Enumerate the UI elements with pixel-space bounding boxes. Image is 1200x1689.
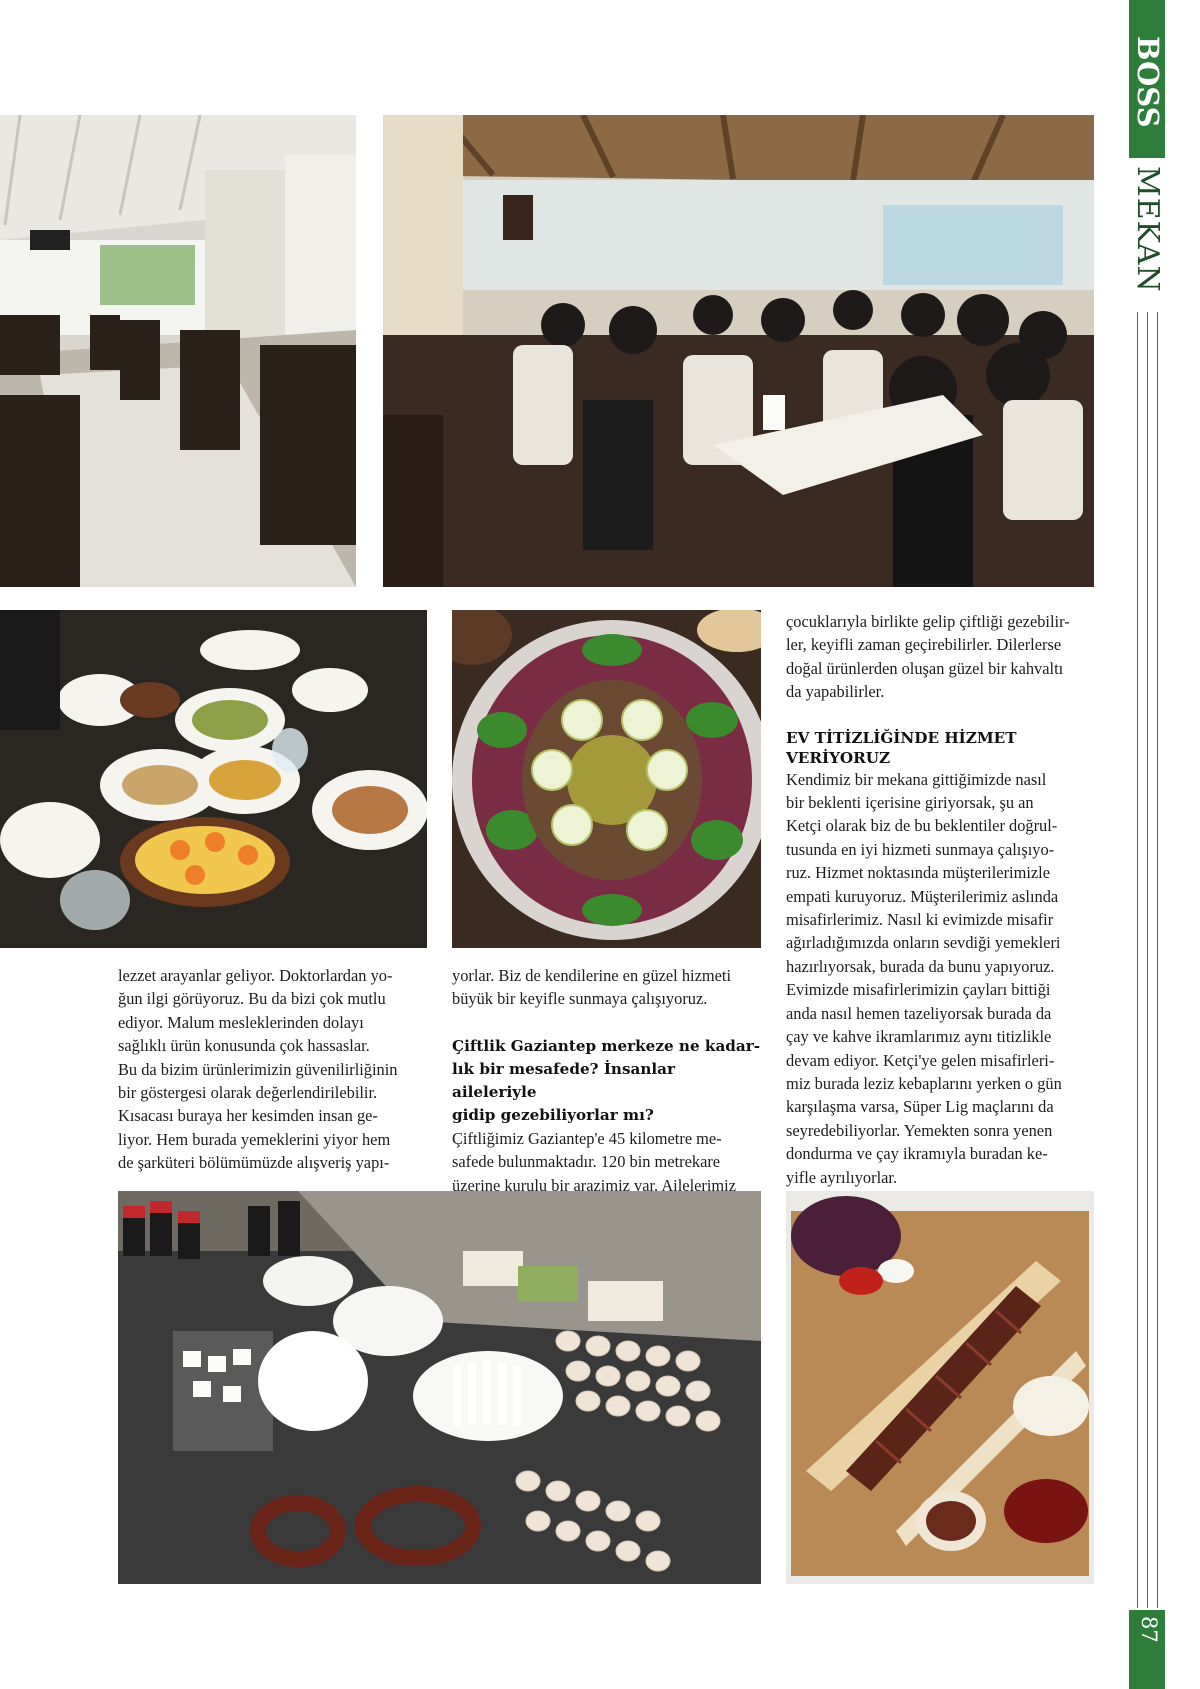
middle-answer-line-3: üzerine kurulu bir arazimiz var. Ailelerimiz — [452, 1175, 736, 1195]
photo-dining-crowd — [383, 115, 1094, 587]
section-label: BOSS — [1131, 36, 1165, 128]
right-body-line-10: Evimizde misafirlerimizin çayları bittiği — [786, 980, 1051, 1000]
photo-breakfast-table — [0, 610, 427, 948]
page-number-tab — [1129, 1610, 1165, 1689]
right-intro-line-4: da yapabilirler. — [786, 682, 885, 702]
right-body-line-5: ruz. Hizmet noktasında müşterilerimizle — [786, 863, 1050, 883]
question-heading-line-3: gidip gezebiliyorlar mı? — [452, 1105, 654, 1124]
right-intro-line-3: doğal ürünlerden oluşan güzel bir kahvaltı — [786, 658, 1064, 678]
right-body-line-1: Kendimiz bir mekana gittiğimizde nasıl — [786, 769, 1047, 789]
right-body-line-14: miz burada leziz kebaplarını yerken o gün — [786, 1073, 1062, 1093]
left-line-7: Kısacası buraya her kesimden insan ge- — [118, 1106, 378, 1126]
right-body-line-13: devam ediyor. Ketçi'ye gelen misafirleri- — [786, 1050, 1055, 1070]
sidebar-rule-1 — [1137, 312, 1138, 1608]
photo-deli-counter — [118, 1191, 761, 1584]
right-body-line-3: Ketçi olarak biz de bu beklentiler doğrul- — [786, 816, 1058, 836]
section-tab — [1129, 0, 1165, 158]
left-line-1: lezzet arayanlar geliyor. Doktorlardan yo- — [118, 966, 393, 985]
right-body-line-9: hazırlıyorsak, burada da bunu yapıyoruz. — [786, 956, 1055, 976]
middle-answer-line-1: Çiftliğimiz Gaziantep'e 45 kilometre me- — [452, 1128, 722, 1148]
page-number: 87 — [1137, 1616, 1161, 1643]
category-tab — [1129, 162, 1165, 302]
left-line-5: Bu da bizim ürünlerimizin güvenilirliğinin — [118, 1059, 398, 1079]
right-body-line-18: yifle ayrılıyorlar. — [786, 1167, 898, 1187]
section-heading-line-2: VERİYORUZ — [786, 748, 891, 767]
middle-intro-line-1: yorlar. Biz de kendilerine en güzel hizmeti — [452, 966, 731, 985]
left-line-6: bir göstergesi olarak değerlendirilebilir. — [118, 1083, 378, 1103]
right-body-line-11: anda nasıl hemen tazeliyorsak burada da — [786, 1003, 1052, 1023]
left-line-9: de şarküteri bölümümüzde alışveriş yapı- — [118, 1153, 390, 1173]
sidebar-rule-3 — [1157, 312, 1158, 1608]
photo-steak-board — [786, 1191, 1094, 1584]
right-body-line-6: empati kuruyoruz. Müşterilerimiz aslında — [786, 886, 1059, 906]
middle-answer-line-2: safede bulunmaktadır. 120 bin metrekare — [452, 1152, 721, 1172]
right-body-line-12: çay ve kahve ikramlarımız aynı titizlikle — [786, 1027, 1052, 1047]
left-line-3: ediyor. Malum mesleklerinden dolayı — [118, 1012, 364, 1032]
text-column-left — [118, 964, 427, 1175]
question-heading-line-1: Çiftlik Gaziantep merkeze ne kadar- — [452, 1036, 761, 1055]
right-body-line-4: tusunda en iyi hizmeti sunmaya çalışıyo- — [786, 839, 1055, 859]
section-sidebar — [1125, 0, 1200, 1689]
right-intro-line-2: ler, keyifli zaman geçirebilirler. Dilerlerse — [786, 635, 1062, 655]
left-line-4: sağlıklı ürün konusunda çok hassaslar. — [118, 1036, 370, 1056]
middle-intro-line-2: büyük bir keyifle sunmaya çalışıyoruz. — [452, 989, 708, 1009]
right-body-line-17: dondurma ve çay ikramıyla buradan ke- — [786, 1144, 1048, 1164]
text-column-middle — [452, 964, 761, 1197]
text-column-right — [786, 610, 1094, 1189]
right-body-line-2: bir beklenti içerisine giriyorsak, şu an — [786, 793, 1034, 813]
section-heading-line-1: EV TİTİZLİĞİNDE HİZMET — [786, 728, 1017, 747]
right-body-line-8: ağırladığımızda onların sevdiği yemekleri — [786, 933, 1061, 953]
right-intro-line-1: çocuklarıyla birlikte gelip çiftliği gezebilir- — [786, 612, 1070, 631]
question-heading-line-2: lık bir mesafede? İnsanlar aileleriyle — [452, 1059, 676, 1101]
right-body-line-15: karşılaşma varsa, Süper Lig maçlarını da — [786, 1097, 1054, 1117]
right-body-line-16: seyredebiliyorlar. Yemekten sonra yenen — [786, 1120, 1053, 1140]
category-label: MEKAN — [1130, 166, 1165, 293]
left-line-8: liyor. Hem burada yemeklerini yiyor hem — [118, 1129, 391, 1149]
left-line-2: ğun ilgi görüyoruz. Bu da bizi çok mutlu — [118, 989, 386, 1009]
right-body-line-7: misafirlerimiz. Nasıl ki evimizde misafir — [786, 910, 1054, 930]
photo-kebab-platter — [452, 610, 761, 948]
sidebar-rule-2 — [1147, 312, 1148, 1608]
photo-restaurant-interior — [0, 115, 356, 587]
